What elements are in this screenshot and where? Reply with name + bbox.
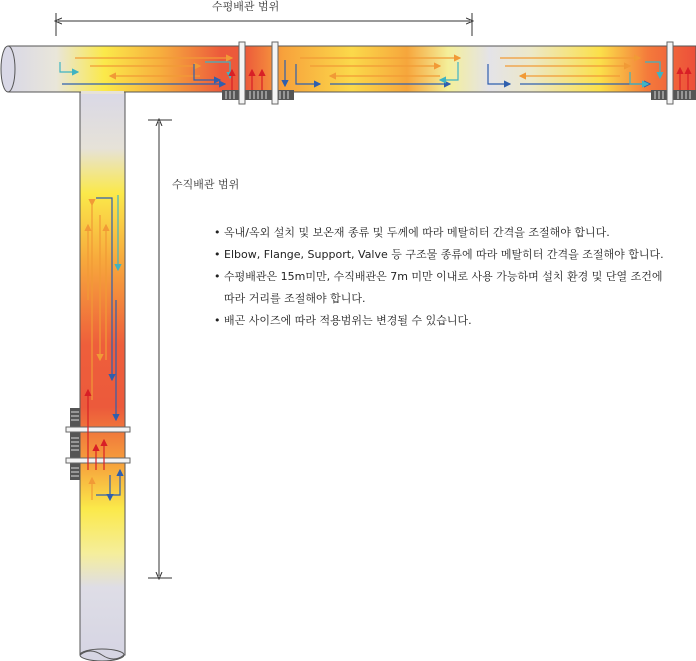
- vertical-range-dimension: [148, 120, 172, 578]
- vertical-range-label: 수직배관 범위: [172, 178, 240, 191]
- note-item: [214, 266, 684, 310]
- horizontal-range-label: 수평배관 범위: [212, 0, 280, 13]
- horizontal-pipe: [1, 46, 696, 94]
- note-text: 옥내/옥외 설치 및 보온재 종류 및 두께에 따라 메탈히터 간격을 조절해야 합니다.: [224, 226, 610, 239]
- note-item: [214, 244, 684, 266]
- note-text: Elbow, Flange, Support, Valve 등 구조물 종류에 따라 메탈히터 간격을 조절해야 합니다.: [224, 248, 664, 261]
- note-item: [214, 222, 684, 244]
- vertical-pipe: [80, 92, 125, 661]
- notes-list: [214, 222, 684, 332]
- note-text: 수평배관은 15m미만, 수직배관은 7m 미만 이내로 사용 가능하며 설치 환경 및 단열 조건에: [224, 270, 663, 283]
- note-text: 배곤 사이즈에 따라 적용범위는 변경될 수 있습니다.: [224, 314, 472, 327]
- note-text-continued: 따라 거리를 조절해야 합니다.: [224, 292, 366, 305]
- note-item: [214, 310, 684, 332]
- horizontal-range-dimension: [56, 13, 472, 36]
